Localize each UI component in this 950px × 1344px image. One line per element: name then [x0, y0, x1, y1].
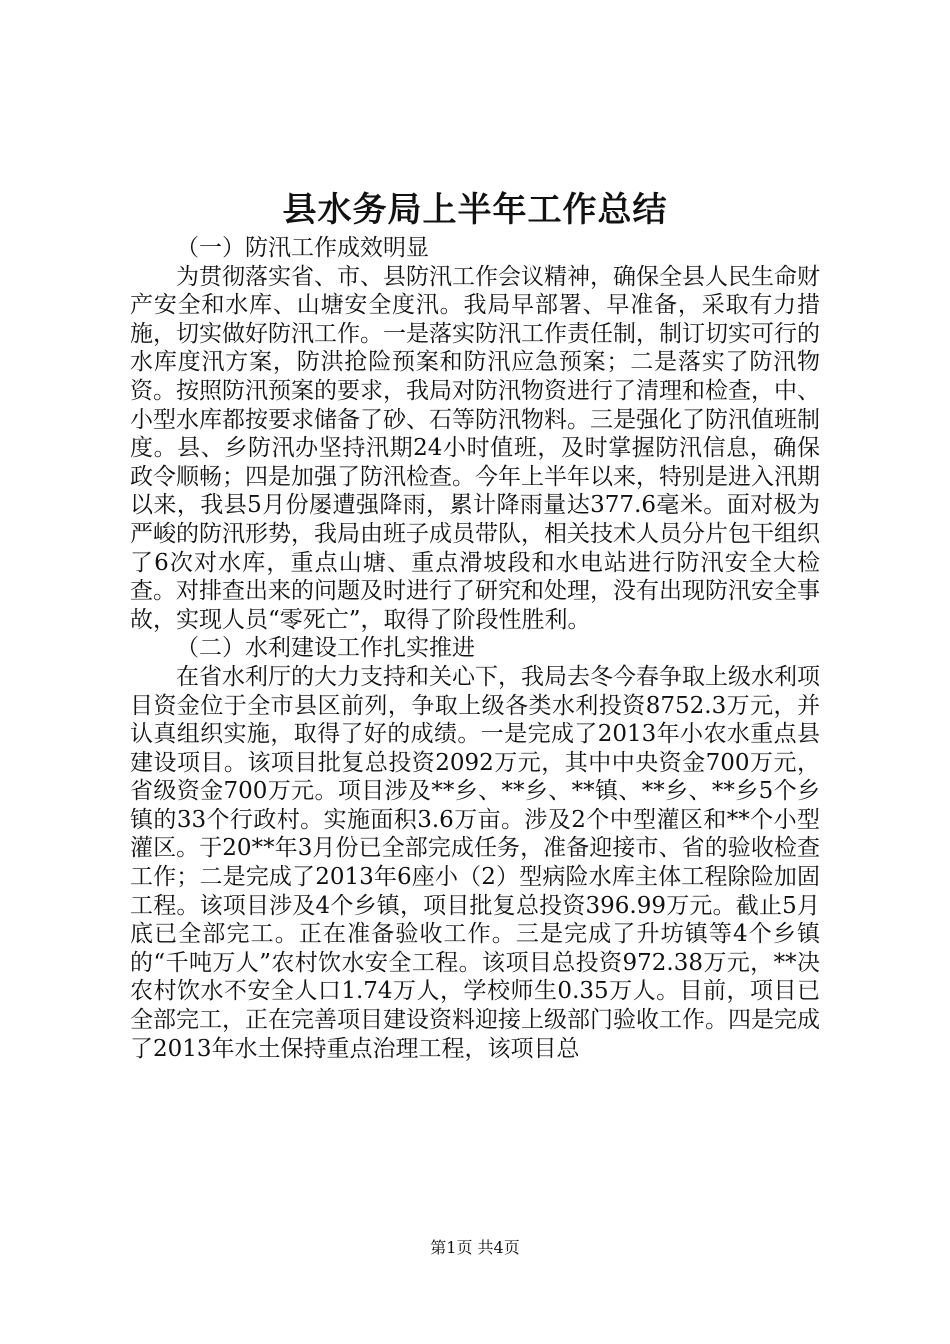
- document-body: [130, 234, 820, 1063]
- paragraph-water-construction: 在省水利厅的大力支持和关心下，我局去冬今春争取上级水利项目资金位于全市县区前列，争取上级各类水利投资8752.3万元，并认真组织实施，取得了好的成绩。一是完成了2013年小农水重点县建设项目。该项目批复总投资2092万元，其中中央资金700万元，省级资金700万元。项目涉及**乡、**乡、**镇、**乡、**乡5个乡镇的33个行政村。实施面积3.6万亩。涉及2个中型灌区和**个小型灌区。于20**年3月份已全部完成任务，准备迎接市、省的验收检查工作；二是完成了2013年6座小（2）型病险水库主体工程除险加固工程。该项目涉及4个乡镇，项目批复总投资396.99万元。截止5月底已全部完工。正在准备验收工作。三是完成了升坊镇等4个乡镇的“千吨万人”农村饮水安全工程。该项目总投资972.38万元，**决农村饮水不安全人口1.74万人，学校师生0.35万人。目前，项目已全部完工，正在完善项目建设资料迎接上级部门验收工作。四是完成了2013年水土保持重点治理工程，该项目总: [130, 663, 820, 1062]
- page-footer: 第1页 共4页: [430, 1238, 520, 1257]
- paragraph-flood-control: 为贯彻落实省、市、县防汛工作会议精神，确保全县人民生命财产安全和水库、山塘安全度汛。我局早部署、早准备，采取有力措施，切实做好防汛工作。一是落实防汛工作责任制，制订切实可行的水库度汛方案，防洪抢险预案和防汛应急预案；二是落实了防汛物资。按照防汛预案的要求，我局对防汛物资进行了清理和检查，中、小型水库都按要求储备了砂、石等防汛物料。三是强化了防汛值班制度。县、乡防汛办坚持汛期24小时值班，及时掌握防汛信息，确保政令顺畅；四是加强了防汛检查。今年上半年以来，特别是进入汛期以来，我县5月份屡遭强降雨，累计降雨量达377.6毫米。面对极为严峻的防汛形势，我局由班子成员带队，相关技术人员分片包干组织了6次对水库，重点山塘、重点滑坡段和水电站进行防汛安全大检查。对排查出来的问题及时进行了研究和处理，没有出现防汛安全事故，实现人员“零死亡”，取得了阶段性胜利。: [130, 263, 820, 633]
- document-title: 县水务局上半年工作总结: [282, 190, 668, 230]
- section-heading-flood-control: （一）防汛工作成效明显: [176, 235, 429, 261]
- section-heading-water-construction: （二）水利建设工作扎实推进: [176, 635, 475, 662]
